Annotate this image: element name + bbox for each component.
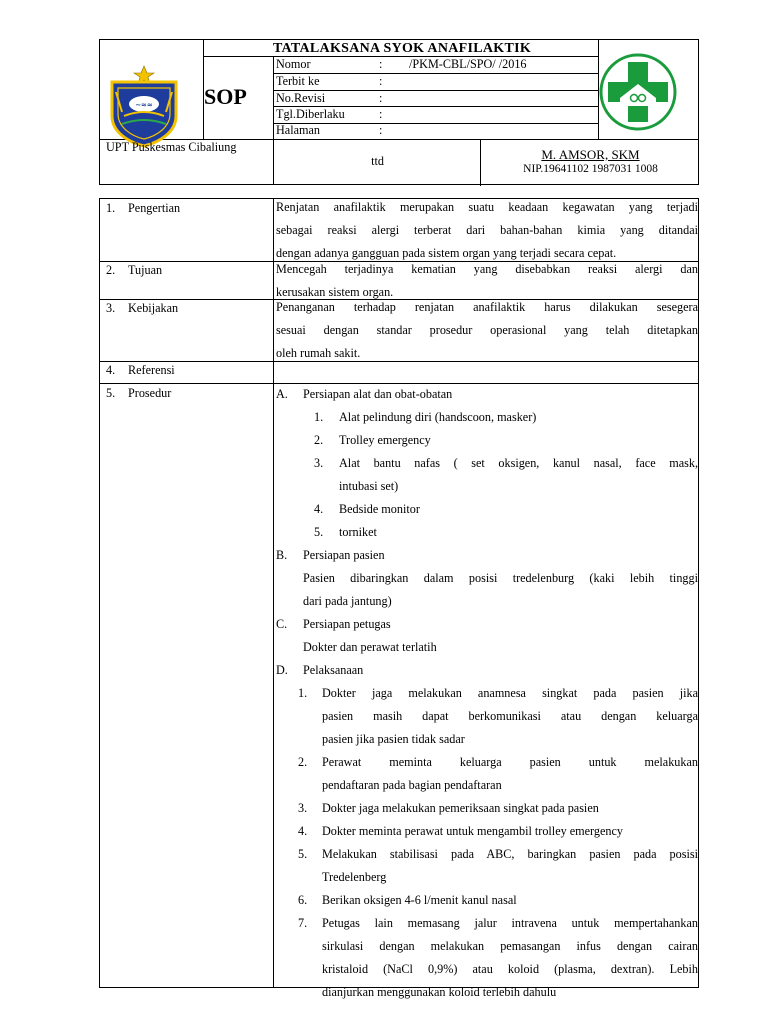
divider — [273, 199, 274, 987]
list-item — [276, 682, 698, 751]
row-label-tujuan — [106, 263, 162, 278]
section-a — [276, 383, 698, 406]
meta-value: /PKM-CBL/SPO/ /2016 — [409, 57, 527, 71]
list-item — [276, 820, 698, 843]
divider — [273, 56, 274, 185]
list-item — [276, 406, 698, 429]
signature-placeholder: ttd — [371, 154, 384, 168]
section-letter: A. — [276, 387, 288, 401]
item-number: 2. — [298, 755, 308, 769]
item-text: Dokter meminta perawat untuk mengambil trolley emergency — [322, 824, 623, 838]
item-text: Dokter jaga melakukan anamnesa singkat pada pasien jika — [322, 686, 698, 700]
section-text: dari pada jantung) — [303, 594, 392, 608]
item-text: torniket — [339, 525, 377, 539]
row-title: Pengertian — [128, 201, 181, 215]
list-item — [276, 429, 698, 452]
text-line: sebagai reaksi alergi terberat dari bahan-bahan kimia yang ditandai — [276, 223, 698, 237]
row-label-pengertian — [106, 201, 180, 216]
meta-label: No.Revisi — [276, 91, 326, 105]
row-title: Tujuan — [128, 263, 163, 277]
section-text: Dokter dan perawat terlatih — [303, 640, 437, 654]
item-number: 1. — [298, 686, 308, 700]
sop-header — [99, 39, 699, 185]
meta-row-diberlaku — [275, 107, 600, 122]
signer-name: M. AMSOR, SKM — [541, 147, 640, 162]
row-label-kebijakan — [106, 301, 178, 316]
item-number: 4. — [298, 824, 308, 838]
meta-label: Halaman — [276, 123, 320, 137]
row-number: 1. — [106, 201, 116, 215]
puskesmas-cross-icon — [598, 52, 678, 132]
item-text: Trolley emergency — [339, 433, 431, 447]
list-item — [276, 521, 698, 544]
prosedur-content — [276, 383, 698, 1004]
meta-label: Tgl.Diberlaku — [276, 107, 345, 121]
section-c — [276, 613, 698, 636]
meta-label: Terbit ke — [276, 74, 320, 88]
item-number: 7. — [298, 916, 308, 930]
regency-emblem-icon — [106, 64, 182, 148]
text-line: sesuai dengan standar prosedur operasional yang telah ditetapkan — [276, 323, 698, 337]
section-b — [276, 544, 698, 567]
section-letter: D. — [276, 663, 288, 677]
kebijakan-text — [276, 296, 698, 365]
section-letter: C. — [276, 617, 288, 631]
item-text: pasien masih dapat berkomunikasi atau dengan keluarga — [322, 709, 698, 723]
item-number: 3. — [314, 456, 324, 470]
meta-label: Nomor — [276, 57, 311, 71]
item-text: pasien jika pasien tidak sadar — [322, 732, 465, 746]
item-text: Melakukan stabilisasi pada ABC, baringkan pasien pada posisi — [322, 847, 698, 861]
item-number: 4. — [314, 502, 324, 516]
meta-row-revisi — [275, 91, 600, 106]
meta-separator: : — [379, 123, 383, 137]
item-text: Berikan oksigen 4-6 l/menit kanul nasal — [322, 893, 517, 907]
meta-separator: : — [379, 57, 383, 71]
item-text: sirkulasi dengan melakukan pemasangan infus dengan cairan — [322, 939, 698, 953]
list-item — [276, 889, 698, 912]
unit-name: UPT Puskesmas Cibaliung — [106, 140, 237, 154]
section-text: Pasien dibaringkan dalam posisi tredelenburg (kaki lebih tinggi — [303, 571, 698, 585]
sop-content-table — [99, 198, 699, 999]
row-title: Prosedur — [128, 386, 172, 400]
svg-text:~≈≈: ~≈≈ — [135, 101, 153, 109]
item-text: Petugas lain memasang jalur intravena untuk mempertahankan — [322, 916, 698, 930]
item-text: dianjurkan menggunakan koloid terlebih dahulu — [322, 985, 557, 999]
item-number: 5. — [298, 847, 308, 861]
item-number: 1. — [314, 410, 324, 424]
signer-block — [481, 147, 700, 177]
signer-nip: NIP.19641102 1987031 1008 — [523, 163, 658, 175]
row-number: 5. — [106, 386, 116, 400]
section-title: Persiapan petugas — [303, 617, 391, 631]
section-title: Persiapan pasien — [303, 548, 385, 562]
list-item — [276, 498, 698, 521]
list-item — [276, 751, 698, 797]
list-item — [276, 797, 698, 820]
meta-row-halaman — [275, 123, 600, 138]
item-text: Perawat meminta keluarga pasien untuk melakukan — [322, 755, 698, 769]
meta-separator: : — [379, 91, 383, 105]
list-item — [276, 843, 698, 889]
item-text: Dokter jaga melakukan pemeriksaan singkat pada pasien — [322, 801, 599, 815]
row-label-prosedur — [106, 386, 171, 401]
item-number: 6. — [298, 893, 308, 907]
item-text: Alat bantu nafas ( set oksigen, kanul nasal, face mask, — [339, 456, 698, 470]
text-line: oleh rumah sakit. — [276, 346, 361, 360]
item-text: kristaloid (NaCl 0,9%) atau koloid (plasma, dextran). Lebih — [322, 962, 698, 976]
text-line: dengan adanya gangguan pada sistem organ yang terjadi secara cepat. — [276, 246, 617, 260]
meta-row-nomor — [275, 57, 600, 72]
section-d — [276, 659, 698, 682]
meta-separator: : — [379, 107, 383, 121]
row-title: Kebijakan — [128, 301, 179, 315]
section-letter: B. — [276, 548, 288, 562]
text-line: Penanganan terhadap renjatan anafilaktik harus dilakukan sesegera — [276, 300, 698, 314]
meta-separator: : — [379, 74, 383, 88]
item-number: 5. — [314, 525, 324, 539]
text-line: Mencegah terjadinya kematian yang disebabkan reaksi alergi dan — [276, 262, 698, 276]
row-number: 4. — [106, 363, 116, 377]
item-text: Bedside monitor — [339, 502, 420, 516]
item-text: intubasi set) — [339, 479, 399, 493]
meta-row-terbit — [275, 74, 600, 89]
list-item — [276, 452, 698, 498]
item-text: Alat pelindung diri (handscoon, masker) — [339, 410, 537, 424]
document-title: TATALAKSANA SYOK ANAFILAKTIK — [272, 41, 532, 56]
section-title: Persiapan alat dan obat-obatan — [303, 387, 453, 401]
list-item — [276, 912, 698, 1004]
item-text: pendaftaran pada bagian pendaftaran — [322, 778, 502, 792]
text-line: Renjatan anafilaktik merupakan suatu keadaan kegawatan yang terjadi — [276, 200, 698, 214]
row-title: Referensi — [128, 363, 175, 377]
pengertian-text — [276, 196, 698, 265]
item-text: Tredelenberg — [322, 870, 387, 884]
row-number: 3. — [106, 301, 116, 315]
sop-label: SOP — [204, 84, 247, 109]
text-line: kerusakan sistem organ. — [276, 285, 394, 299]
item-number: 2. — [314, 433, 324, 447]
row-label-referensi — [106, 363, 175, 378]
item-number: 3. — [298, 801, 308, 815]
section-title: Pelaksanaan — [303, 663, 364, 677]
row-number: 2. — [106, 263, 116, 277]
